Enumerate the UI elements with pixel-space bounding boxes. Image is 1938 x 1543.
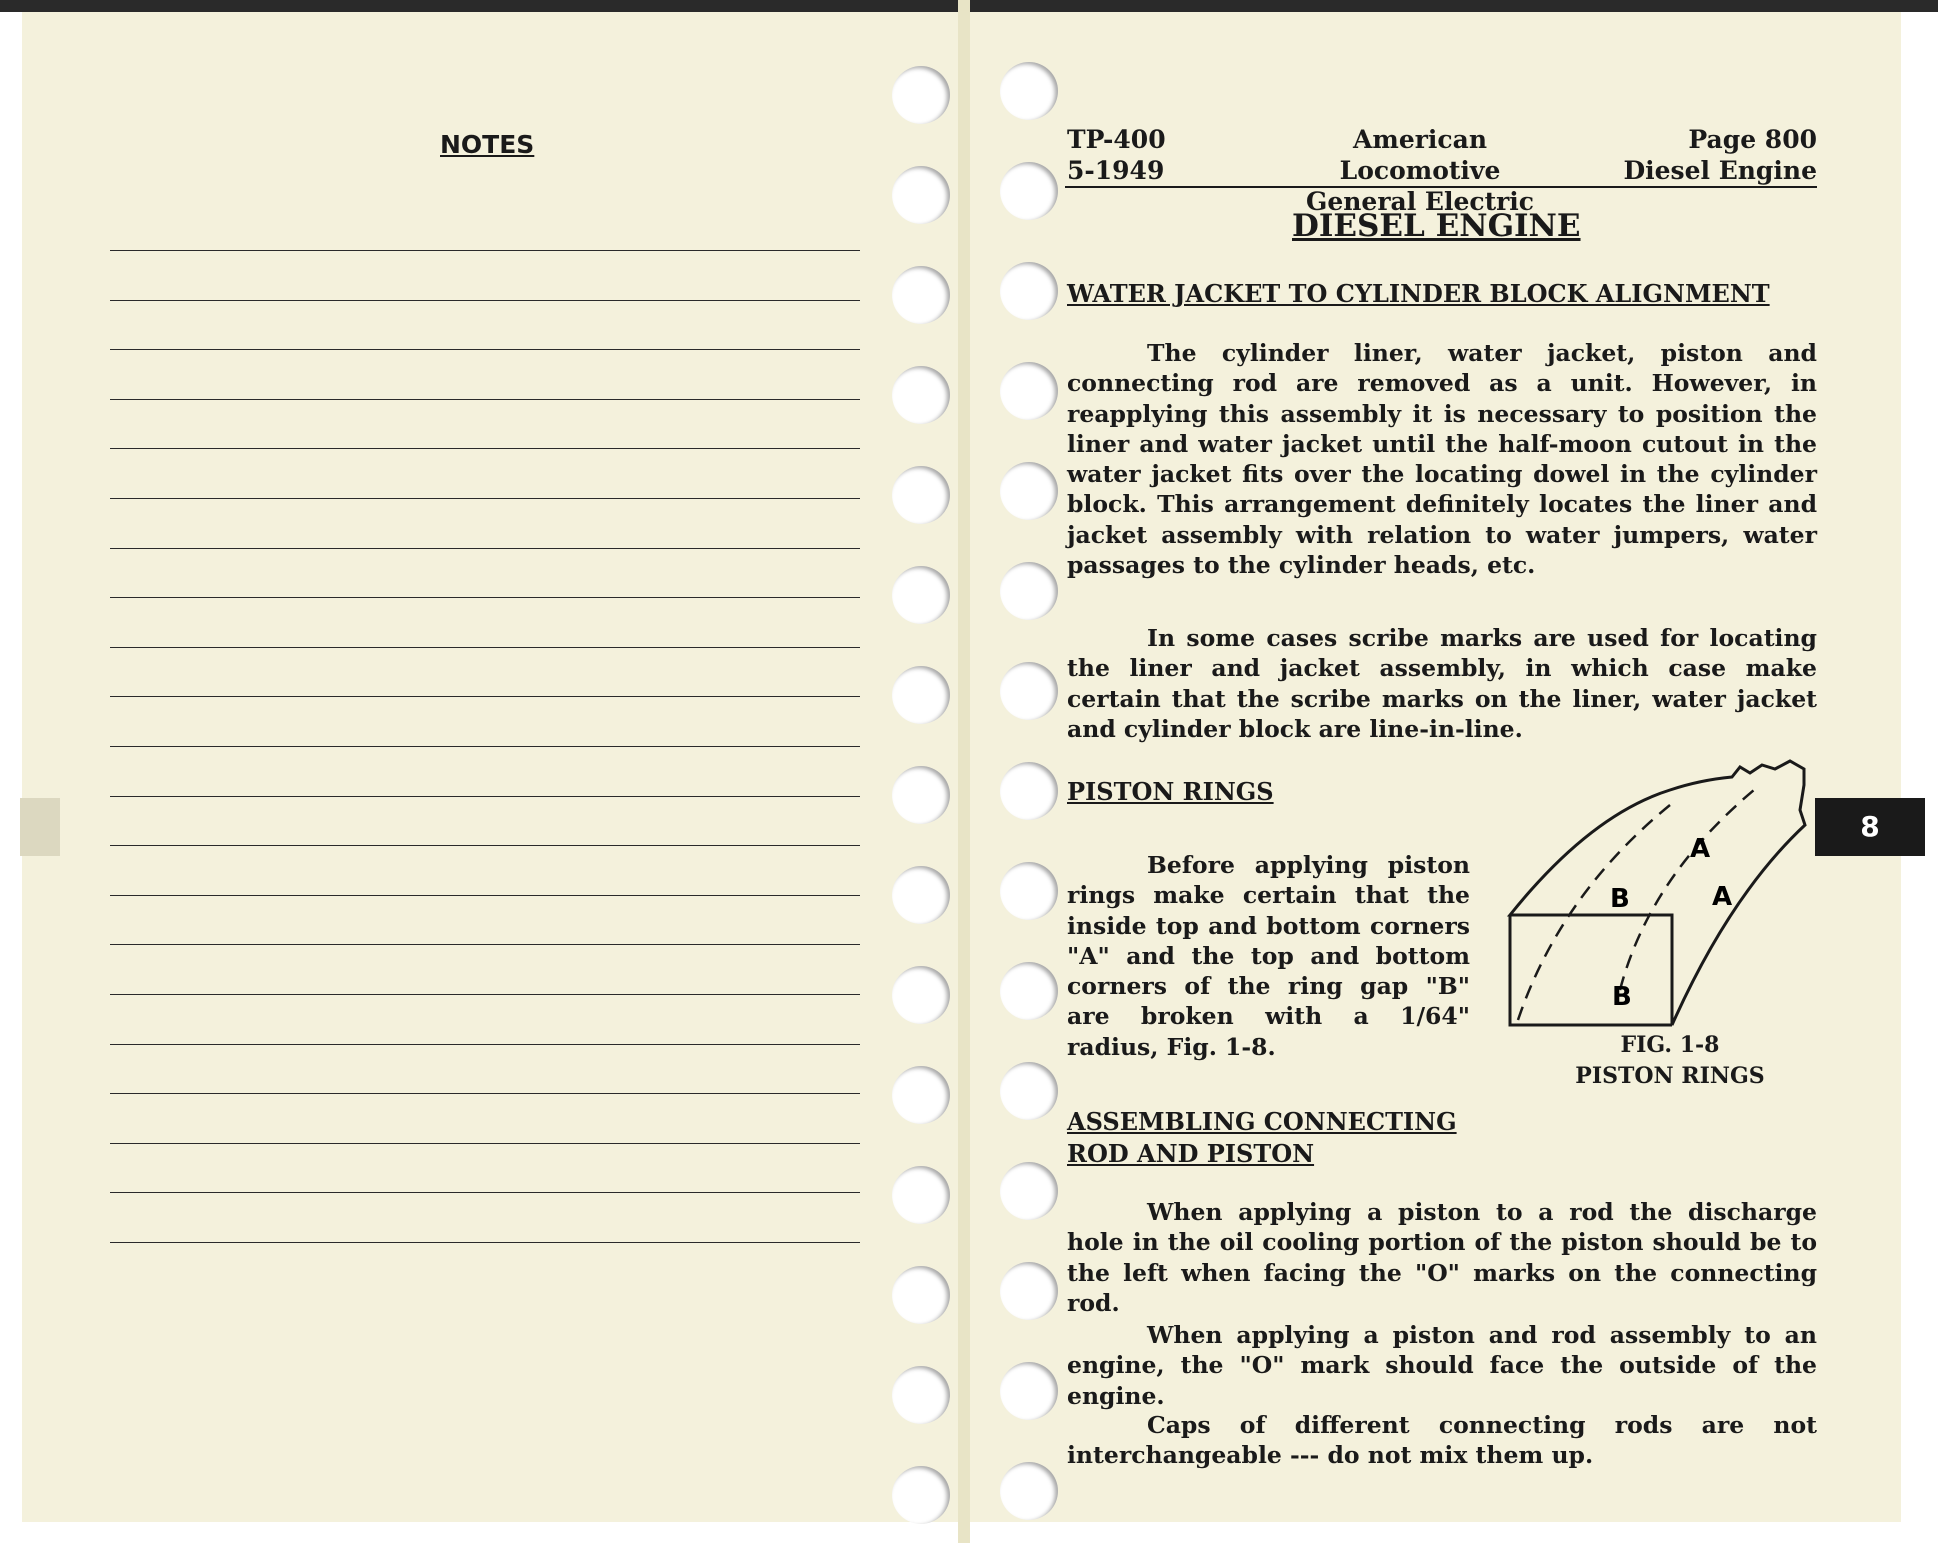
binder-hole xyxy=(892,866,950,924)
note-line xyxy=(110,994,860,995)
note-line xyxy=(110,746,860,747)
company-block xyxy=(1270,124,1570,217)
ring-segment-drawing xyxy=(1510,761,1805,1025)
note-line xyxy=(110,944,860,945)
note-line xyxy=(110,647,860,648)
binder-hole xyxy=(1000,1262,1058,1320)
note-line xyxy=(110,349,860,350)
section-tab[interactable]: 8 xyxy=(1815,798,1925,856)
doc-id-block xyxy=(1067,124,1166,186)
label-a-top: A xyxy=(1690,834,1711,864)
water-jacket-heading: WATER JACKET TO CYLINDER BLOCK ALIGNMENT xyxy=(1067,279,1770,308)
water-jacket-paragraph-1: The cylinder liner, water jacket, piston and connecting rod are removed as a unit. However, in reapplying this assembly it is necessary to position the liner and water jacket until the half-moon cutout in the water jacket fits over the locating dowel in the cylinder block. This arrangement definitely locates the liner and jacket assembly with relation to water jumpers, water passages to the cylinder heads, etc. xyxy=(1067,339,1817,580)
binder-hole xyxy=(892,766,950,824)
note-line xyxy=(110,895,860,896)
binder-gutter xyxy=(958,0,970,1543)
piston-ring-figure xyxy=(1500,755,1820,1030)
label-b-bottom: B xyxy=(1612,982,1632,1012)
note-line xyxy=(110,796,860,797)
binder-hole xyxy=(892,166,950,224)
note-line xyxy=(110,1093,860,1094)
assembling-paragraph-1: When applying a piston to a rod the discharge hole in the oil cooling portion of the piston should be to the left when facing the "O" marks on the connecting rod. xyxy=(1067,1198,1817,1317)
left-notes-page xyxy=(22,12,962,1522)
note-line xyxy=(110,250,860,251)
note-line xyxy=(110,300,860,301)
note-line xyxy=(110,448,860,449)
binder-hole xyxy=(892,366,950,424)
piston-rings-paragraph: Before applying piston rings make certain that the inside top and bottom corners "A" and the top and bottom corners of the ring gap "B" are broken with a 1/64" radius, Fig. 1-8. xyxy=(1067,851,1470,1061)
binder-hole xyxy=(892,66,950,124)
doc-number: TP-400 xyxy=(1067,125,1166,154)
note-line xyxy=(110,498,860,499)
assembling-heading xyxy=(1067,1106,1457,1170)
page-title: DIESEL ENGINE xyxy=(1292,208,1581,244)
binder-hole xyxy=(1000,662,1058,720)
figure-title: PISTON RINGS xyxy=(1575,1063,1765,1089)
company-line1: American Locomotive xyxy=(1339,125,1501,185)
binder-hole xyxy=(1000,462,1058,520)
binder-hole xyxy=(1000,862,1058,920)
assembling-heading-line2: ROD AND PISTON xyxy=(1067,1139,1315,1168)
page-block xyxy=(1600,124,1817,186)
binder-hole xyxy=(892,466,950,524)
binder-hole xyxy=(892,966,950,1024)
assembling-paragraph-2: When applying a piston and rod assembly to an engine, the "O" mark should face the outside of the engine. xyxy=(1067,1321,1817,1410)
note-line xyxy=(110,845,860,846)
binder-hole xyxy=(1000,1062,1058,1120)
binder-hole xyxy=(892,1166,950,1224)
assembling-paragraph-3: Caps of different connecting rods are not interchangeable --- do not mix them up. xyxy=(1067,1411,1817,1470)
binder-hole xyxy=(1000,1362,1058,1420)
binder-hole xyxy=(1000,1162,1058,1220)
binder-hole xyxy=(1000,362,1058,420)
note-line xyxy=(110,1192,860,1193)
binder-hole xyxy=(1000,62,1058,120)
binder-hole xyxy=(892,1066,950,1124)
note-line xyxy=(110,399,860,400)
header-rule xyxy=(1065,186,1817,188)
binder-hole xyxy=(1000,762,1058,820)
binder-hole xyxy=(892,1366,950,1424)
binder-hole xyxy=(1000,162,1058,220)
label-b-top: B xyxy=(1610,884,1630,914)
note-line xyxy=(110,1143,860,1144)
binder-hole xyxy=(892,1466,950,1524)
binder-hole xyxy=(892,266,950,324)
binder-hole xyxy=(892,1266,950,1324)
note-line xyxy=(110,597,860,598)
figure-number: FIG. 1-8 xyxy=(1620,1032,1720,1058)
binder-hole xyxy=(1000,962,1058,1020)
figure-caption xyxy=(1560,1030,1780,1092)
company-line2: General Electric xyxy=(1305,187,1535,216)
binder-hole xyxy=(1000,562,1058,620)
note-line xyxy=(110,548,860,549)
binder-hole xyxy=(1000,262,1058,320)
note-line xyxy=(110,1242,860,1243)
left-edge-tab-shadow xyxy=(20,798,60,856)
piston-rings-heading: PISTON RINGS xyxy=(1067,777,1274,806)
binder-hole xyxy=(1000,1462,1058,1520)
section-name: Diesel Engine xyxy=(1623,156,1817,185)
note-line xyxy=(110,1044,860,1045)
assembling-heading-line1: ASSEMBLING CONNECTING xyxy=(1067,1107,1457,1136)
water-jacket-paragraph-2: In some cases scribe marks are used for locating the liner and jacket assembly, in which case make certain that the scribe marks on the liner, water jacket and cylinder block are line-in-line. xyxy=(1067,624,1817,743)
page-label: Page 800 xyxy=(1688,125,1817,154)
doc-date: 5-1949 xyxy=(1067,156,1165,185)
label-a-right: A xyxy=(1712,882,1733,912)
notes-title: NOTES xyxy=(440,130,535,159)
binder-hole xyxy=(892,666,950,724)
binder-hole xyxy=(892,566,950,624)
note-line xyxy=(110,696,860,697)
